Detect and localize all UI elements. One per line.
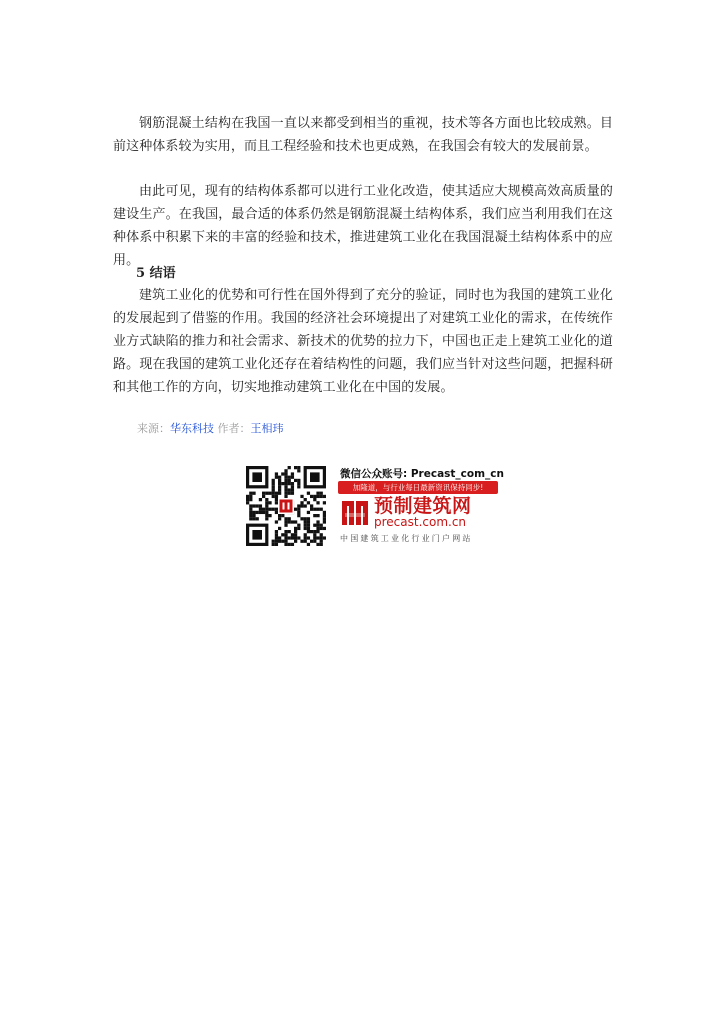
- source-attribution: [137, 420, 284, 438]
- source-link[interactable]: 华东科技: [170, 422, 214, 435]
- section-heading: 5 结语: [136, 266, 176, 281]
- author-link[interactable]: 王相玮: [250, 422, 284, 435]
- precast-brand-banner: [336, 466, 505, 548]
- wechat-account-label: 微信公众账号: Precast_com_cn: [340, 468, 505, 480]
- conclusion-paragraph: 建筑工业化的优势和可行性在国外得到了充分的验证，同时也为我国的建筑工业化的发展起到了借鉴的作用。我国的经济社会环境提出了对建筑工业化的需求，在传统作业方式缺陷的推力和社会需求、新技术的优势的拉力下，中国也正走上建筑工业化的道路。现在我国的建筑工业化还存在着结构性的问题，我们应当针对这些问题，把握科研和其他工作的方向，切实地推动建筑工业化在中国的发展。: [113, 288, 613, 395]
- promo-bar: 加隆道，与行业每日最新资讯保持同步!: [338, 481, 498, 494]
- source-label: 来源：: [137, 422, 170, 435]
- author-label: 作者：: [217, 422, 251, 435]
- brand-slogan: 中国建筑工业化行业门户网站: [340, 534, 473, 543]
- article-paragraph: 钢筋混凝土结构在我国一直以来都受到相当的重视，技术等各方面也比较成熟。目前这种体系较为实用，而且工程经验和技术也更成熟，在我国会有较大的发展前景。: [113, 116, 613, 154]
- precast-logo-icon: [340, 497, 370, 527]
- qr-code-icon: [246, 466, 326, 546]
- brand-name: 预制建筑网: [374, 495, 472, 517]
- brand-domain[interactable]: precast.com.cn: [374, 515, 467, 529]
- article-paragraph: 由此可见，现有的结构体系都可以进行工业化改造，使其适应大规模高效高质量的建设生产。在我国，最合适的体系仍然是钢筋混凝土结构体系，我们应当利用我们在这种体系中积累下来的丰富的经验和技术，推进建筑工业化在我国混凝土结构体系中的应用。: [113, 184, 613, 268]
